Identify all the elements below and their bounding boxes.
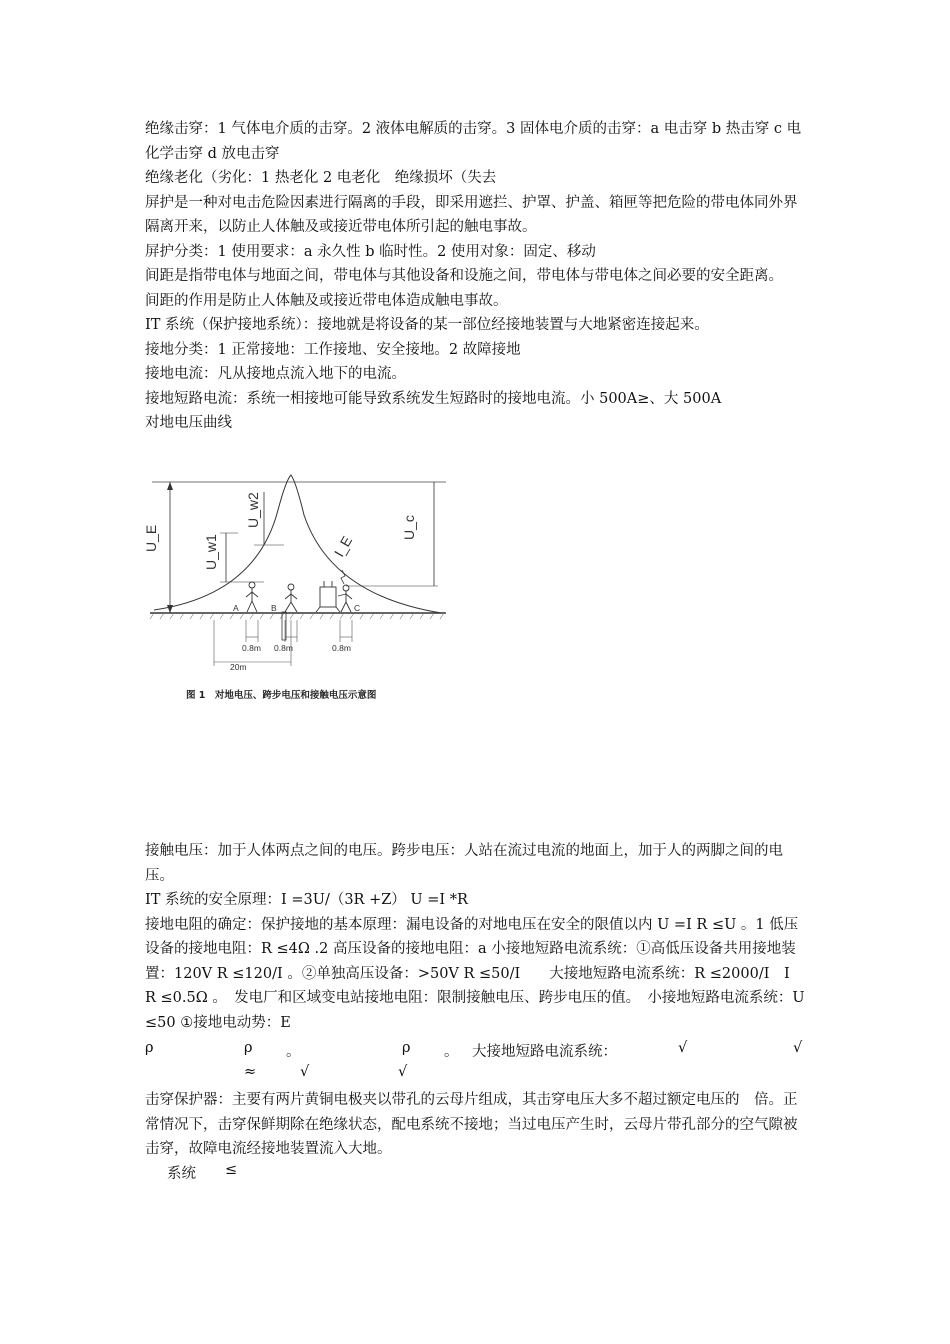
check-symbol-4: √: [398, 1064, 408, 1080]
paragraph-grounding-types: 接地分类：1 正常接地：工作接地、安全接地。2 故障接地: [145, 341, 521, 358]
paragraph-it-system: IT 系统（保护接地系统）：接地就是将设备的某一部位经接地装置与大地紧密连接起来。: [145, 317, 709, 333]
dimension-20m: 20m: [230, 662, 247, 672]
person-c-icon: [338, 585, 352, 612]
label-uc: U_c: [401, 515, 417, 540]
paragraph-aging: 绝缘老化（劣化：1 热老化 2 电老化 绝缘损坏（失去: [145, 170, 497, 186]
period-symbol-2: 。: [444, 1044, 459, 1060]
person-b-icon: [285, 584, 297, 612]
transformer-icon: [316, 581, 340, 612]
label-uw2: U_w2: [245, 492, 261, 528]
rho-symbol-3: ρ: [402, 1040, 411, 1056]
label-c: C: [354, 603, 361, 613]
period-symbol-1: 。: [286, 1044, 301, 1060]
paragraph-contact-voltage: 接触电压：加于人体两点之间的电压。跨步电压：人站在流过电流的地面上，加于人的两脚之间的电压。: [145, 843, 783, 884]
last-line-system: 系统: [167, 1166, 196, 1182]
label-uw1: U_w1: [203, 534, 219, 570]
check-symbol-2: √: [793, 1040, 803, 1056]
paragraph-shielding: 屏护是一种对电击危险因素进行隔离的手段，即采用遮拦、护罩、护盖、箱匣等把危险的带电体同外界隔离开来，以防止人体触及或接近带电体所引起的触电事故。: [145, 194, 798, 235]
label-ie: I_E: [330, 533, 356, 560]
dimension-2: 0.8m: [274, 643, 293, 653]
paragraph-it-principle: IT 系统的安全原理：I =3U/（3R +Z） U =I *R: [145, 892, 468, 908]
label-b: B: [271, 603, 277, 613]
check-symbol-1: √: [678, 1040, 688, 1056]
text-block-top: [145, 117, 810, 436]
rho-symbol-1: ρ: [145, 1040, 154, 1056]
voltage-diagram-figure: [143, 470, 456, 710]
paragraph-shielding-types: 屏护分类：1 使用要求：a 永久性 b 临时性。2 使用对象：固定、移动: [145, 243, 596, 260]
rho-symbol-2: ρ: [244, 1040, 253, 1056]
voltage-diagram: [143, 470, 456, 710]
paragraph-grounding-current: 接地电流：凡从接地点流入地下的电流。: [145, 366, 406, 382]
paragraph-breakdown: 绝缘击穿：1 气体电介质的击穿。2 液体电解质的击穿。3 固体电介质的击穿：a 电击穿 b 热击穿 c 电化学击穿 d 放电击穿: [145, 121, 802, 162]
label-ue: U_E: [143, 524, 159, 552]
ground-electrode-icon: [282, 612, 286, 640]
paragraph-grounding-resistance: 接地电阻的确定：保护接地的基本原理：漏电设备的对地电压在安全的限值以内 U =I R ≤U 。1 低压设备的接地电阻：R ≤4Ω .2 高压设备的接地电阻：a 小接地短路电流系统：①高低压设备共用接地装置：120V R ≤120/I 。②单独高压设备：>50V R ≤50/I 大接地短路电流系统：R ≤2000/I I R ≤0.5Ω 。 发电厂和区域变电站接地电阻：限制接触电压、跨步电压的值。 小接地短路电流系统：U ≤50 ①接地电动势：E: [145, 916, 848, 1031]
paragraph-breakdown-protector: 击穿保护器：主要有两片黄铜电极夹以带孔的云母片组成，其击穿电压大多不超过额定电压的 倍。正常情况下，击穿保鲜期除在绝缘状态，配电系统不接地；当过电压产生时，云母片带孔部分的空气隙被击穿，故障电流经接地装置流入大地。: [145, 1092, 798, 1157]
person-a-icon: [246, 582, 258, 612]
paragraph-clearance: 间距是指带电体与地面之间，带电体与其他设备和设施之间，带电体与带电体之间必要的安全距离。: [145, 268, 783, 284]
label-a: A: [233, 603, 239, 613]
dimension-3: 0.8m: [332, 643, 351, 653]
check-symbol-3: √: [300, 1064, 310, 1080]
paragraph-short-circuit-current: 接地短路电流：系统一相接地可能导致系统发生短路时的接地电流。小 500A≥、大 500A: [145, 390, 722, 407]
text-block-end: [145, 1088, 810, 1162]
large-short-circuit-label: 大接地短路电流系统：: [472, 1044, 617, 1060]
approx-symbol: ≈: [244, 1064, 257, 1080]
text-block-bottom: [145, 839, 848, 1035]
paragraph-clearance-purpose: 间距的作用是防止人体触及或接近带电体造成触电事故。: [145, 292, 508, 309]
paragraph-curve-title: 对地电压曲线: [145, 415, 232, 431]
last-line-leq: ≤: [225, 1162, 238, 1178]
figure-caption: 图 1 对地电压、跨步电压和接触电压示意图: [186, 690, 377, 701]
dimension-1: 0.8m: [242, 643, 261, 653]
